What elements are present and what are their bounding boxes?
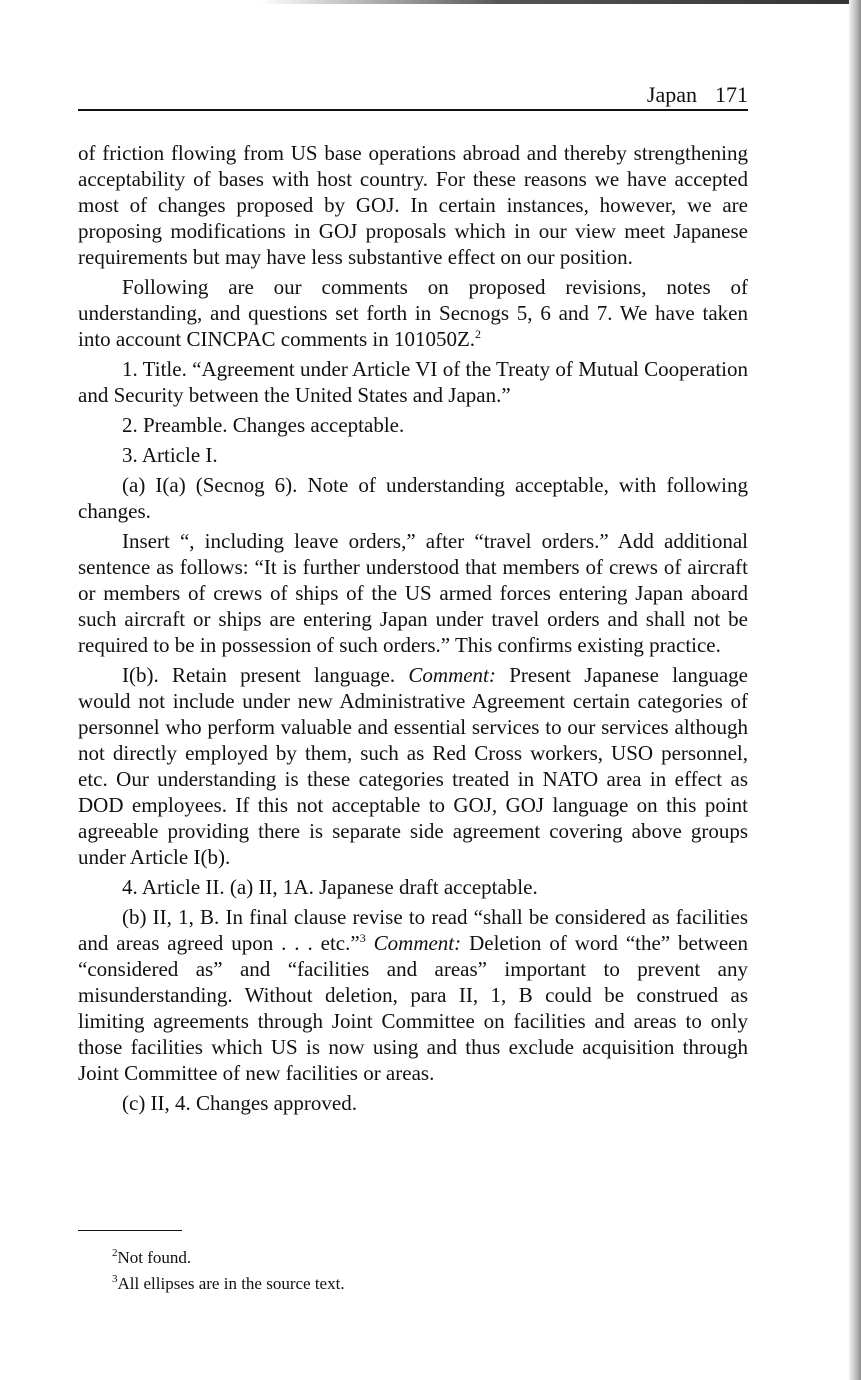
paragraph-text: Following are our comments on proposed revisions, notes of understanding, and questions set forth in Secnogs 5, 6 and 7. We have taken into account CINCPAC comments in 101050Z.: [78, 275, 748, 351]
page-number: 171: [715, 82, 748, 107]
paragraph: [78, 904, 748, 1086]
paragraph-text: Deletion of word “the” between “considered as” and “facilities and areas” important to prevent any misunderstanding. Without deletion, para II, 1, B could be construed as limiting agreements through Joint Committee on facilities and areas to only those facilities which US is now using and thus exclude acquisition through Joint Committee of new facilities or areas.: [78, 931, 749, 1085]
page-right-edge: [849, 0, 861, 1380]
paragraph-lead: I(b). Retain present language.: [122, 663, 396, 687]
body-text: [78, 140, 748, 1120]
paragraph-text: 2. Preamble. Changes acceptable.: [122, 413, 405, 437]
footnote: [112, 1271, 712, 1297]
paragraph-lead: (b) II, 1, B. In final clause revise to read “shall be considered as facilities and areas agreed upon . . . etc.”: [78, 905, 748, 955]
paragraph: [78, 356, 748, 408]
paragraph: [78, 472, 748, 524]
footnote-text: Not found.: [117, 1248, 192, 1267]
footnote: [112, 1245, 712, 1271]
paragraph-text: 1. Title. “Agreement under Article VI of the Treaty of Mutual Cooperation and Security between the United States and Japan.”: [78, 357, 748, 407]
paragraph-text: of friction flowing from US base operations abroad and thereby strengthening acceptability of bases with host country. For these reasons we have accepted most of changes proposed by GOJ. In certain instances, however, we are proposing modifications in GOJ proposals which in our view meet Japanese requirements but may have less substantive effect on our position.: [78, 141, 748, 269]
footnote-marker: 3: [112, 1273, 118, 1285]
page-top-edge: [260, 0, 861, 4]
paragraph-text: Insert “, including leave orders,” after “travel orders.” Add additional sentence as follows: “It is further understood that members of crews of aircraft or members of crews of ships of the US armed forces entering Japan aboard such aircraft or ships are entering Japan under travel orders and shall not be required to be in possession of such orders.” This confirms existing practice.: [78, 529, 748, 657]
running-head: [78, 78, 748, 111]
footnote-text: All ellipses are in the source text.: [117, 1274, 345, 1293]
paragraph: [78, 528, 748, 658]
paragraph-text: 3. Article I.: [122, 443, 218, 467]
paragraph-text: Present Japanese language would not include under new Administrative Agreement certain categories of personnel who perform valuable and essential services to our services although not directly employed by them, such as Red Cross workers, USO personnel, etc. Our understanding is these categories treated in NATO area in effect as DOD employees. If this not acceptable to GOJ, GOJ language on this point agreeable providing there is separate side agreement covering above groups under Article I(b).: [78, 663, 749, 869]
paragraph-text: 4. Article II. (a) II, 1A. Japanese draft acceptable.: [122, 875, 538, 899]
paragraph-text: (a) I(a) (Secnog 6). Note of understanding acceptable, with following changes.: [78, 473, 748, 523]
paragraph: [78, 1090, 748, 1116]
paragraph: [78, 662, 748, 870]
paragraph: [78, 874, 748, 900]
paragraph: [78, 140, 748, 270]
footnote-ref: 2: [475, 327, 482, 341]
comment-label: Comment:: [373, 931, 462, 955]
footnote-rule: [78, 1230, 182, 1231]
comment-label: Comment:: [408, 663, 496, 687]
paragraph-text: (c) II, 4. Changes approved.: [122, 1091, 357, 1115]
running-head-title: Japan: [646, 82, 697, 107]
paragraph: [78, 274, 748, 352]
paragraph: [78, 412, 748, 438]
footnote-ref: 3: [359, 931, 366, 945]
footnotes: [112, 1245, 712, 1297]
paragraph: [78, 442, 748, 468]
footnote-marker: 2: [112, 1247, 118, 1259]
